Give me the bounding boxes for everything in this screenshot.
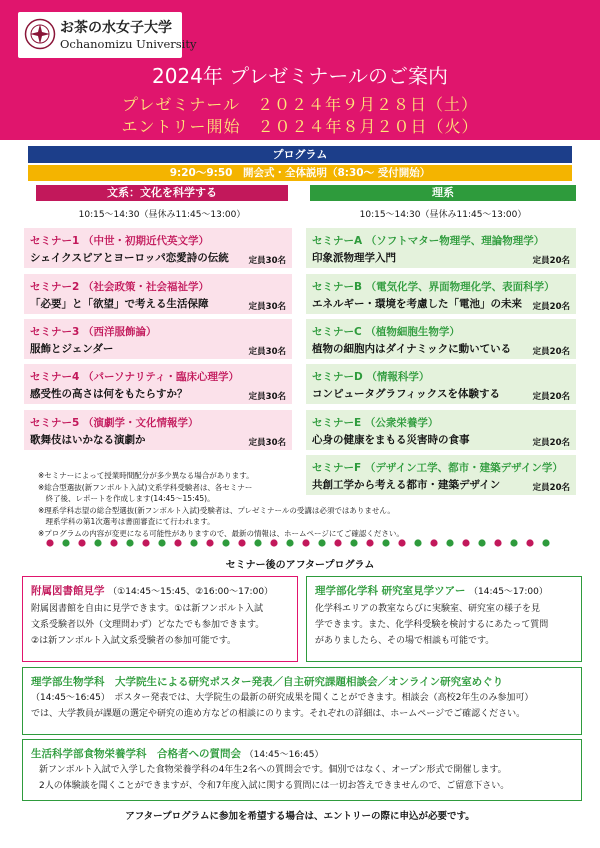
- seminar-card-d: [306, 364, 576, 404]
- seminar-topic: 共創工学から考える都市・建築デザイン: [312, 479, 501, 491]
- program-heading: プログラム: [28, 146, 572, 163]
- biology-poster-box: [22, 667, 582, 735]
- food-nutrition-qa-body: [39, 762, 509, 794]
- seminar-topic: 服飾とジェンダー: [30, 343, 114, 355]
- divider-dot: [462, 539, 469, 546]
- divider-dot: [494, 539, 501, 546]
- seminar-name: セミナーB （電気化学、界面物理化学、表面科学）: [312, 281, 555, 293]
- seminar-topic: 感受性の高さは何をもたらすか？: [30, 388, 188, 400]
- library-tour-body: [31, 601, 264, 649]
- seminar-card-2: [24, 274, 292, 314]
- seminar-name: セミナーA （ソフトマター物理学、理論物理学）: [312, 235, 545, 247]
- divider-dot: [430, 539, 437, 546]
- note-line: ※プログラムの内容が変更になる可能性がありますので、最新の情報は、ホームページにてご確認ください。: [38, 528, 404, 538]
- divider-dot: [46, 539, 53, 546]
- chemistry-lab-tour-box: [306, 576, 582, 662]
- seminar-card-1: [24, 228, 292, 268]
- divider-dot: [158, 539, 165, 546]
- seminar-topic: 印象派物理学入門: [312, 252, 396, 264]
- body-line: 新フンボルト入試で入学した食物栄養学科の4年生2名への質問会です。個別ではなく、オープン形式で開催します。: [39, 765, 507, 775]
- seminar-name: セミナーF （デザイン工学、都市・建築デザイン学）: [312, 462, 563, 474]
- divider-dot: [222, 539, 229, 546]
- divider-dot: [446, 539, 453, 546]
- opening-ceremony-bar: 9:20～9:50 開会式・全体説明（8:30～ 受付開始）: [28, 165, 572, 181]
- seminar-capacity: 定員30名: [248, 438, 286, 448]
- seminar-capacity: 定員30名: [248, 302, 286, 312]
- seminar-capacity: 定員20名: [532, 347, 570, 357]
- body-line: 化学科エリアの教室ならびに実験室、研究室の様子を見: [315, 604, 541, 614]
- logo-english: Ochanomizu University: [60, 37, 197, 51]
- divider-dot: [286, 539, 293, 546]
- chemistry-lab-tour-title: [315, 583, 548, 598]
- seminar-capacity: 定員20名: [532, 438, 570, 448]
- divider-dot: [206, 539, 213, 546]
- seminar-name: セミナー5 （演劇学・文化情報学）: [30, 417, 199, 429]
- humanities-time: 10:15～14:30（昼休み11:45～13:00）: [78, 210, 246, 220]
- note-line: 終了後、レポートを作成します(14:45～15:45)。: [38, 494, 215, 503]
- header-banner: [0, 0, 600, 140]
- seminar-card-e: [306, 410, 576, 450]
- footer-note: アフタープログラムに参加を希望する場合は、エントリーの際に申込が必要です。: [125, 811, 475, 822]
- divider-dot: [334, 539, 341, 546]
- seminar-capacity: 定員20名: [532, 256, 570, 266]
- seminar-card-3: [24, 319, 292, 359]
- divider-dot: [174, 539, 181, 546]
- entry-start-date: エントリー開始 ２０２４年８月２０日（火）: [121, 117, 479, 136]
- seminar-card-5: [24, 410, 292, 450]
- body-line: がありましたら、その場で相談も可能です。: [315, 636, 495, 646]
- divider-dot: [270, 539, 277, 546]
- science-heading: 理系: [310, 185, 576, 201]
- dot-divider: [44, 538, 556, 548]
- divider-dot: [414, 539, 421, 546]
- note-line: 理系学科の第1次選考は書面審査にて行われます。: [38, 517, 215, 526]
- seminar-topic: エネルギー・環境を考慮した「電池」の未来: [312, 298, 522, 310]
- seminar-topic: 歌舞伎はいかなる演劇か: [30, 434, 146, 446]
- seminar-card-f: [306, 455, 576, 495]
- divider-dot: [94, 539, 101, 546]
- after-program-title: セミナー後のアフタープログラム: [225, 560, 375, 571]
- divider-dot: [510, 539, 517, 546]
- seminar-topic: 心身の健康をまもる災害時の食事: [312, 434, 470, 446]
- food-nutrition-qa-name: 生活科学部食物栄養学科 合格者への質問会: [31, 748, 241, 760]
- seminar-name: セミナー3 （西洋服飾論）: [30, 326, 157, 338]
- divider-dot: [526, 539, 533, 546]
- seminar-topic: シェイクスピアとヨーロッパ恋愛詩の伝統: [30, 252, 229, 264]
- seminar-name: セミナーE （公衆栄養学）: [312, 417, 439, 429]
- seminar-capacity: 定員20名: [532, 392, 570, 402]
- divider-dot: [190, 539, 197, 546]
- note-line: ※総合型選抜(新フンボルト入試)文系学科受験者は、各セミナー: [38, 482, 253, 492]
- seminar-name: セミナーC （植物細胞生物学）: [312, 326, 460, 338]
- seminar-card-b: [306, 274, 576, 314]
- library-tour-box: [22, 576, 298, 662]
- seminar-card-c: [306, 319, 576, 359]
- biology-poster-title: 理学部生物学科 大学院生による研究ポスター発表／自主研究課題相談会／オンライン研究室めぐり: [31, 676, 504, 688]
- body-line: 2人の体験談を聞くことができますが、令和7年度入試に関する質問には一切お答えできませんので、ご留意下さい。: [39, 781, 510, 791]
- divider-dot: [126, 539, 133, 546]
- divider-dot: [366, 539, 373, 546]
- divider-dot: [542, 539, 549, 546]
- food-nutrition-qa-title: [31, 746, 324, 761]
- seminar-capacity: 定員30名: [248, 392, 286, 402]
- seminar-topic: 植物の細胞内はダイナミックに動いている: [312, 343, 512, 355]
- seminar-card-4: [24, 364, 292, 404]
- divider-dot: [254, 539, 261, 546]
- seminar-capacity: 定員30名: [248, 256, 286, 266]
- chemistry-lab-tour-times: （14:45～17:00）: [469, 587, 548, 597]
- food-nutrition-qa-times: （14:45～16:45）: [244, 750, 324, 760]
- divider-dot: [110, 539, 117, 546]
- university-logo: [18, 12, 197, 58]
- university-emblem-icon: [24, 18, 56, 50]
- biology-poster-body: [31, 690, 533, 722]
- note-line: ※理系学科志望の総合型選抜(新フンボルト入試)受験者は、プレゼミナールの受講は必須ではありません。: [38, 505, 395, 515]
- body-line: ②は新フンボルト入試文系受験者の参加可能です。: [31, 636, 236, 646]
- seminar-topic: コンピュータグラフィックスを体験する: [312, 388, 501, 400]
- seminar-capacity: 定員30名: [248, 347, 286, 357]
- body-line: 文系受験者以外（文理問わず）どなたでも参加できます。: [31, 620, 265, 630]
- divider-dot: [350, 539, 357, 546]
- body-line: では、大学教員が課題の選定や研究の進め方などの相談にのります。それぞれの詳細は、ホームページでご確認ください。: [31, 709, 526, 719]
- divider-dot: [238, 539, 245, 546]
- divider-dot: [382, 539, 389, 546]
- body-line: 学できます。また、化学科受験を検討するにあたって質問: [315, 620, 549, 630]
- body-line: 附属図書館を自由に見学できます。①は新フンボルト入試: [31, 604, 263, 614]
- science-time: 10:15～14:30（昼休み11:45～13:00）: [359, 210, 527, 220]
- seminar-card-a: [306, 228, 576, 268]
- food-nutrition-qa-box: [22, 739, 582, 801]
- seminar-name: セミナーD （情報科学）: [312, 371, 430, 383]
- library-tour-title: [31, 583, 273, 598]
- seminar-name: セミナー2 （社会政策・社会福祉学）: [30, 281, 209, 293]
- note-line: ※セミナーによって授業時間配分が多少異なる場合があります。: [38, 471, 254, 480]
- seminar-capacity: 定員20名: [532, 302, 570, 312]
- divider-dot: [78, 539, 85, 546]
- divider-dot: [398, 539, 405, 546]
- divider-dot: [478, 539, 485, 546]
- library-tour-name: 附属図書館見学: [31, 585, 105, 597]
- page-title: 2024年 プレゼミナールのご案内: [151, 64, 449, 88]
- chemistry-lab-tour-body: [315, 601, 548, 649]
- divider-dot: [318, 539, 325, 546]
- divider-dot: [142, 539, 149, 546]
- logo-japanese: お茶の水女子大学: [60, 20, 172, 36]
- divider-dot: [302, 539, 309, 546]
- humanities-heading: 文系：文化を科学する: [36, 185, 288, 201]
- chemistry-lab-tour-name: 理学部化学科 研究室見学ツアー: [315, 585, 466, 597]
- seminar-topic: 「必要」と「欲望」で考える生活保障: [30, 298, 209, 310]
- seminar-date: プレゼミナール ２０２４年９月２８日（土）: [121, 95, 479, 114]
- body-line: （14:45～16:45） ポスター発表では、大学院生の最新の研究成果を聞くことができます。相談会（高校2年生のみ参加可）: [31, 693, 534, 703]
- divider-dot: [62, 539, 69, 546]
- notes: [38, 470, 404, 539]
- library-tour-times: （①14:45～15:45、②16:00～17:00）: [108, 587, 274, 597]
- seminar-capacity: 定員20名: [532, 483, 570, 493]
- seminar-name: セミナー4 （パーソナリティ・臨床心理学）: [30, 371, 239, 383]
- seminar-name: セミナー1 （中世・初期近代英文学）: [30, 235, 209, 247]
